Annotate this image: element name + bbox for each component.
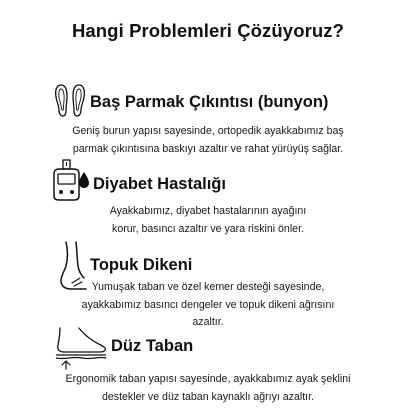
description-line: ayakkabımız basıncı dengeler ve topuk dikeni ağrısını <box>81 298 335 311</box>
insoles-icon <box>53 82 87 118</box>
flat-foot-icon <box>52 322 110 370</box>
section-flat-foot <box>0 322 416 416</box>
section-heading: Diyabet Hastalığı <box>93 175 226 193</box>
description-line: Ergonomik taban yapısı sayesinde, ayakkabımız ayak şeklini <box>65 373 351 385</box>
section-description <box>40 371 376 406</box>
section-heading: Topuk Dikeni <box>90 256 193 274</box>
section-heading: Düz Taban <box>111 337 194 355</box>
section-diabetes <box>0 158 416 238</box>
glucose-meter-icon <box>50 158 90 202</box>
description-line: Geniş burun yapısı sayesinde, ortopedik ayakkabımız baş <box>72 125 344 137</box>
description-line: korur, basıncı azaltır ve yara riskini önler. <box>112 222 304 235</box>
description-line: destekler ve düz taban kaynaklı ağrıyı azaltır. <box>102 390 314 403</box>
section-heel-spur <box>0 236 416 326</box>
description-line: azaltır. <box>192 316 224 328</box>
section-description <box>40 123 376 158</box>
description-line: Yumuşak taban ve özel kemer desteği sayesinde, <box>91 281 325 293</box>
description-line: Ayakkabımız, diyabet hastalarının ayağını <box>109 205 307 217</box>
section-description <box>40 203 376 238</box>
page-title: Hangi Problemleri Çözüyoruz? <box>71 20 345 41</box>
section-heading: Baş Parmak Çıkıntısı (bunyon) <box>90 93 329 111</box>
description-line: parmak çıkıntısına baskıyı azaltır ve rahat yürüyüş sağlar. <box>72 142 344 155</box>
section-bunion <box>0 78 416 160</box>
